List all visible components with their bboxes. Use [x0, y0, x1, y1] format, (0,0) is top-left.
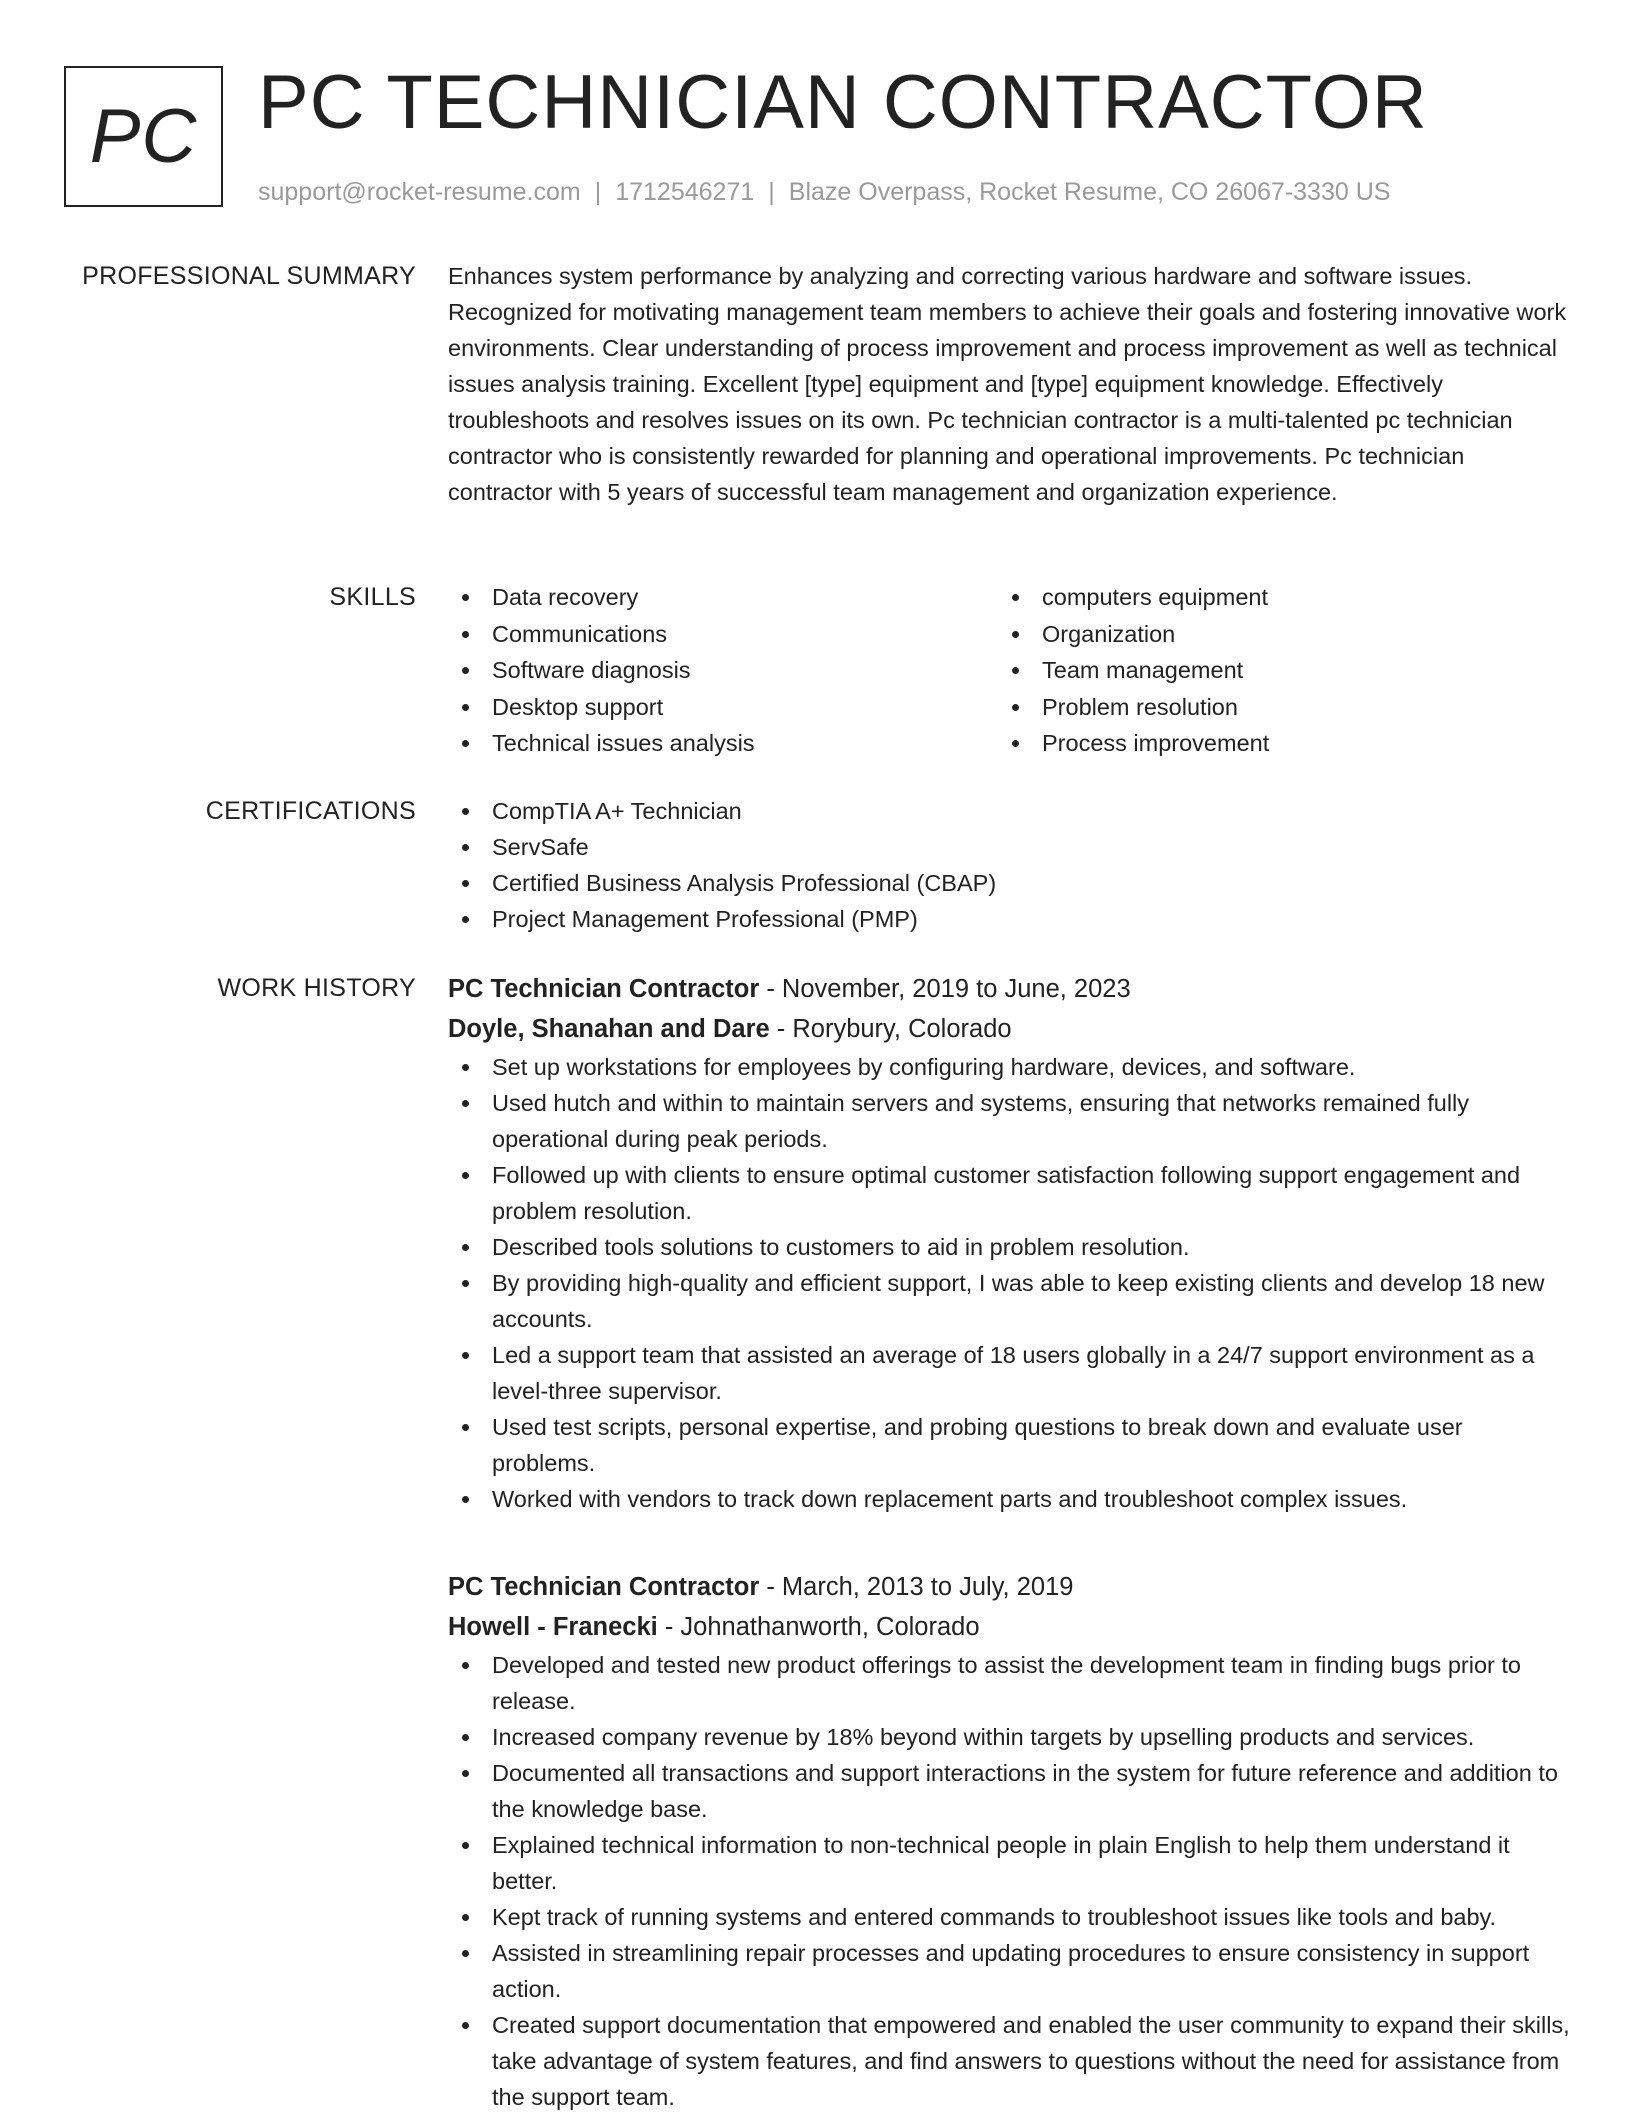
section-label-skills: SKILLS [329, 583, 416, 611]
skill-item: Software diagnosis [448, 652, 998, 689]
job-bullet: By providing high-quality and efficient support, I was able to keep existing clients and develop 18 new accounts. [448, 1265, 1572, 1337]
certification-item: ServSafe [448, 829, 1572, 865]
job-title-line [448, 1567, 1572, 1607]
contact-address: Blaze Overpass, Rocket Resume, CO 26067-3330 US [788, 178, 1391, 206]
skill-item: Organization [998, 616, 1548, 653]
job-bullets [448, 1647, 1572, 2115]
certifications-list [448, 793, 1572, 937]
job-bullet: Used test scripts, personal expertise, and probing questions to break down and evaluate user problems. [448, 1409, 1572, 1481]
job-dates: - November, 2019 to June, 2023 [759, 975, 1131, 1003]
skill-item: Team management [998, 652, 1548, 689]
job-bullets [448, 1049, 1572, 1517]
job-bullet: Set up workstations for employees by configuring hardware, devices, and software. [448, 1049, 1572, 1085]
job-entry [448, 1567, 1572, 2115]
contact-email[interactable]: support@rocket-resume.com [258, 178, 581, 206]
skills-section [448, 579, 1572, 762]
job-bullet: Followed up with clients to ensure optimal customer satisfaction following support engagement and problem resolution. [448, 1157, 1572, 1229]
certification-item: Project Management Professional (PMP) [448, 901, 1572, 937]
contact-line [258, 176, 1390, 208]
job-bullet: Used hutch and within to maintain servers and systems, ensuring that networks remained fully operational during peak periods. [448, 1085, 1572, 1157]
job-title: PC Technician Contractor [448, 1573, 760, 1601]
job-title: PC Technician Contractor [448, 975, 760, 1003]
job-bullet: Assisted in streamlining repair processes and updating procedures to ensure consistency in support action. [448, 1935, 1572, 2007]
section-label-work-history: WORK HISTORY [217, 974, 416, 1002]
job-company: Doyle, Shanahan and Dare [448, 1015, 770, 1043]
job-entry [448, 969, 1572, 1517]
section-label-summary: PROFESSIONAL SUMMARY [82, 262, 416, 290]
job-company-line [448, 1009, 1572, 1049]
job-title-line [448, 969, 1572, 1009]
skill-item: Communications [448, 616, 998, 653]
job-location: - Johnathanworth, Colorado [657, 1613, 980, 1641]
contact-separator: | [594, 178, 602, 206]
job-bullet: Created support documentation that empowered and enabled the user community to expand their skills, take advantage of system features, and find answers to questions without the need for assistance from the support team. [448, 2007, 1572, 2115]
skill-item: Process improvement [998, 725, 1548, 762]
job-bullet: Described tools solutions to customers to aid in problem resolution. [448, 1229, 1572, 1265]
job-bullet: Worked with vendors to track down replacement parts and troubleshoot complex issues. [448, 1481, 1572, 1517]
skill-item: Desktop support [448, 689, 998, 726]
skill-item: Data recovery [448, 579, 998, 616]
summary-text: Enhances system performance by analyzing and correcting various hardware and software issues. Recognized for motivating management team members to achieve their goals and fostering innovative work environments. Clear understanding of process improvement and process improvement as well as technical issues analysis training. Excellent [type] equipment and [type] equipment knowledge. Effectively troubleshoots and resolves issues on its own. Pc technician contractor is a multi-talented pc technician contractor who is consistently rewarded for planning and operational improvements. Pc technician contractor with 5 years of successful team management and organization experience. [448, 263, 1567, 505]
certification-item: CompTIA A+ Technician [448, 793, 1572, 829]
skill-item: Problem resolution [998, 689, 1548, 726]
skill-item: Technical issues analysis [448, 725, 998, 762]
job-bullet: Documented all transactions and support interactions in the system for future reference and addition to the knowledge base. [448, 1755, 1572, 1827]
certification-item: Certified Business Analysis Professional (CBAP) [448, 865, 1572, 901]
job-location: - Rorybury, Colorado [769, 1015, 1012, 1043]
job-company: Howell - Franecki [448, 1613, 658, 1641]
contact-phone: 1712546271 [615, 178, 755, 206]
skills-list-right [998, 579, 1548, 762]
job-company-line [448, 1607, 1572, 1647]
summary-section [448, 258, 1572, 510]
job-bullet: Explained technical information to non-technical people in plain English to help them understand it better. [448, 1827, 1572, 1899]
job-dates: - March, 2013 to July, 2019 [759, 1573, 1074, 1601]
job-bullet: Increased company revenue by 18% beyond within targets by upselling products and services. [448, 1719, 1572, 1755]
job-bullet: Kept track of running systems and entered commands to troubleshoot issues like tools and baby. [448, 1899, 1572, 1935]
skills-list-left [448, 579, 998, 762]
job-bullet: Developed and tested new product offerings to assist the development team in finding bugs prior to release. [448, 1647, 1572, 1719]
resume-title: PC TECHNICIAN CONTRACTOR [258, 60, 1428, 145]
job-bullet: Led a support team that assisted an average of 18 users globally in a 24/7 support environment as a level-three supervisor. [448, 1337, 1572, 1409]
contact-separator: | [768, 178, 775, 206]
section-label-certifications: CERTIFICATIONS [205, 797, 416, 825]
monogram-logo: PC [64, 66, 223, 207]
certifications-section [448, 793, 1572, 937]
skill-item: computers equipment [998, 579, 1548, 616]
